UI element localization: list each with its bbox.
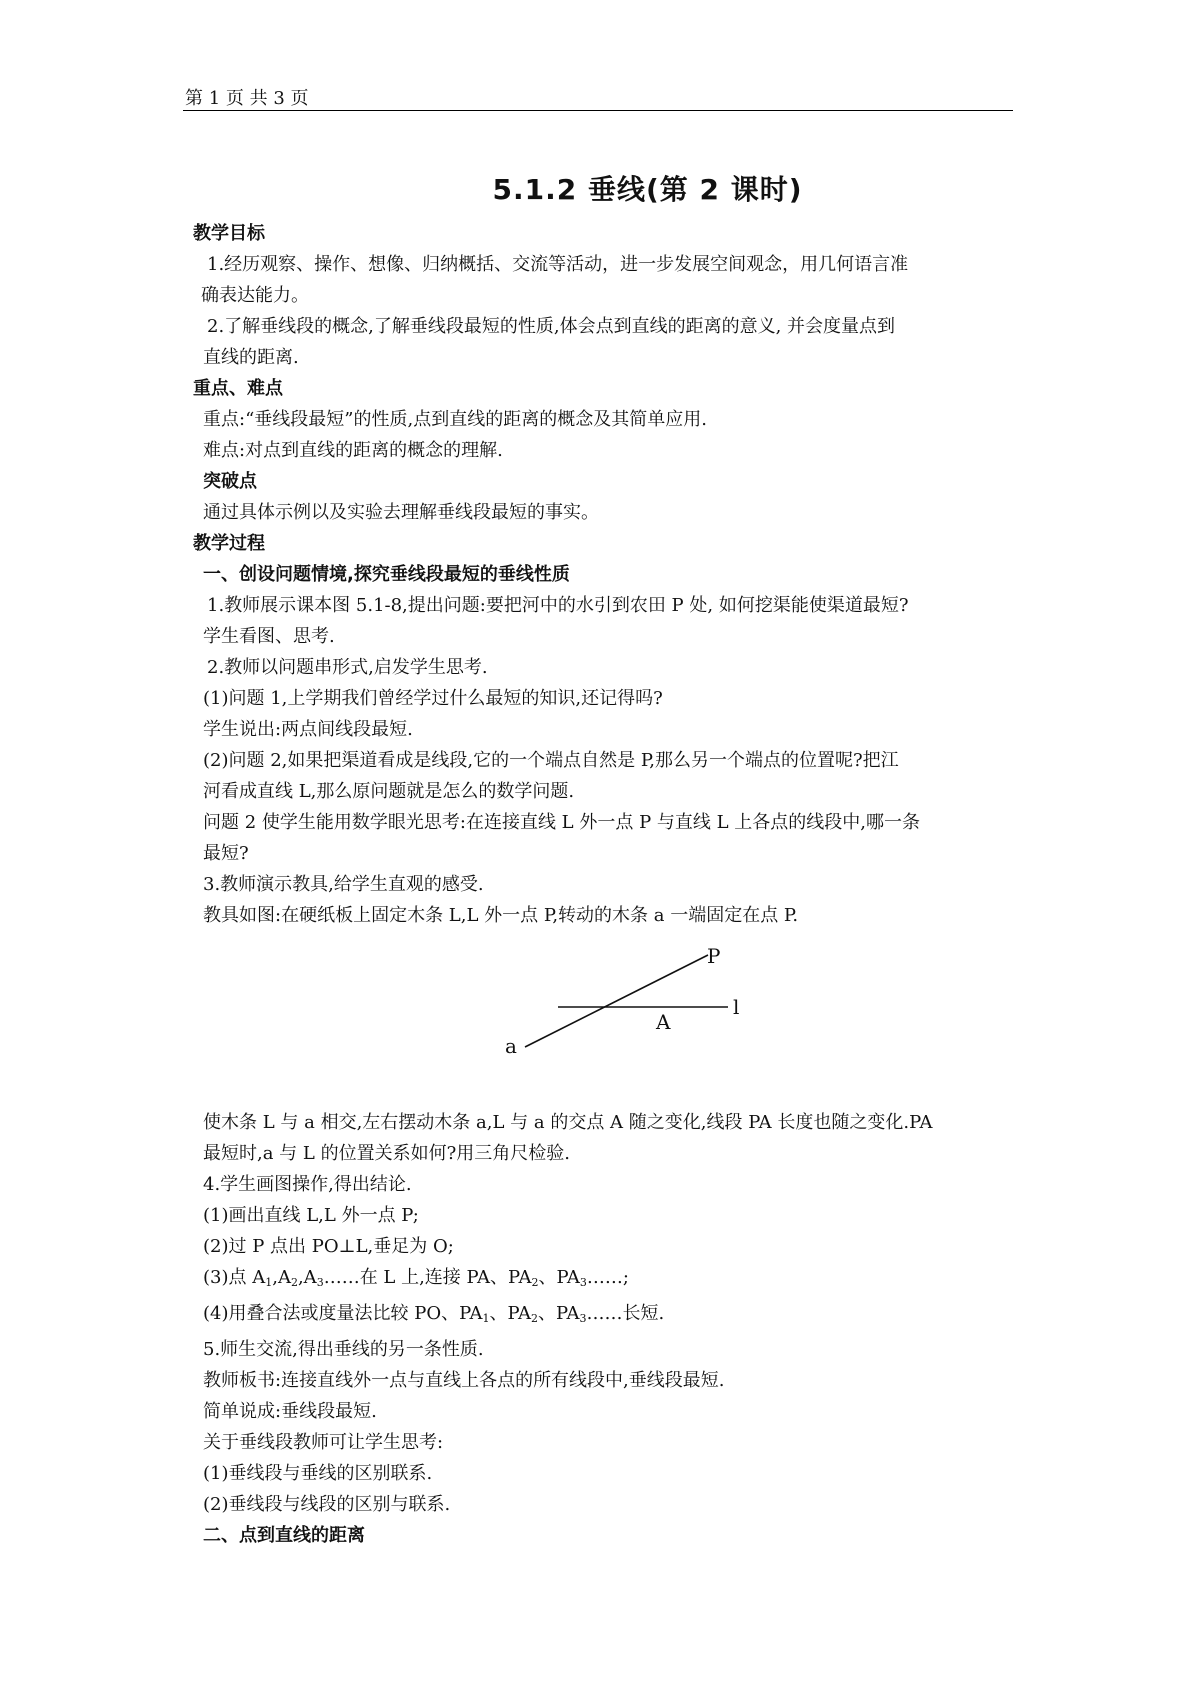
p4: 4.学生画图操作,得出结论. [203,1174,412,1195]
step-4-part-c: 、PA [538,1303,580,1324]
step-3-part-f: ……; [586,1267,629,1288]
subscript-3: 3 [316,1276,324,1289]
question-2-line1: (2)问题 2,如果把渠道看成是线段,它的一个端点自然是 P,那么另一个端点的位置呢?把江 [203,750,899,771]
step-3-part-e: 、PA [538,1267,580,1288]
page-title [0,168,1191,208]
question-2-line2: 河看成直线 L,那么原问题就是怎么的数学问题. [203,781,575,802]
p1-line2: 学生看图、思考. [203,626,335,647]
step-3 [193,1262,1013,1298]
p2: 2.教师以问题串形式,启发学生思考. [207,657,488,678]
label-line-a: a [505,1034,517,1058]
p3: 3.教师演示教具,给学生直观的感受. [203,874,484,895]
document-body [193,218,1013,1551]
board-text: 教师板书:连接直线外一点与直线上各点的所有线段中,垂线段最短. [203,1370,725,1391]
subscript-1: 1 [265,1276,273,1289]
subscript-2: 2 [531,1276,539,1289]
process-heading: 教学过程 [193,533,265,554]
goals-heading: 教学目标 [193,223,265,244]
difficult-point: 难点:对点到直线的距离的概念的理解. [203,440,503,461]
lever-diagram [493,941,853,1091]
label-l: l [733,995,740,1019]
step-4-part-a: (4)用叠合法或度量法比较 PO、PA [203,1303,483,1324]
line-a [525,955,708,1047]
step-3-part-b: ,A [272,1267,291,1288]
think-item-1: (1)垂线段与垂线的区别联系. [203,1463,433,1484]
breakthrough-text: 通过具体示例以及实验去理解垂线段最短的事实。 [203,502,599,523]
title-text: 5.1.2 垂线(第 2 课时) [492,173,803,206]
simple-statement: 简单说成:垂线段最短. [203,1401,377,1422]
goal1-line1: 1.经历观察、操作、想像、归纳概括、交流等活动，进一步发展空间观念，用几何语言准 [207,254,909,275]
key-point: 重点:“垂线段最短”的性质,点到直线的距离的概念及其简单应用. [203,409,707,430]
think-item-2: (2)垂线段与线段的区别与联系. [203,1494,451,1515]
part2-heading: 二、点到直线的距离 [203,1525,365,1546]
subscript-1: 1 [482,1312,490,1325]
step-3-part-d: ……在 L 上,连接 PA、PA [323,1267,532,1288]
subscript-2: 2 [531,1312,539,1325]
goal2-line2: 直线的距离. [203,347,299,368]
part1-heading: 一、创设问题情境,探究垂线段最短的垂线性质 [203,564,570,585]
question-1-answer: 学生说出:两点间线段最短. [203,719,413,740]
question-2-note-line2: 最短? [203,843,249,864]
step-4-part-b: 、PA [489,1303,532,1324]
step-1: (1)画出直线 L,L 外一点 P; [203,1205,419,1226]
step-2: (2)过 P 点出 PO⊥L,垂足为 O; [203,1236,454,1257]
header-divider [183,110,1013,111]
step-3-part-a: (3)点 A [203,1267,266,1288]
subscript-2: 2 [290,1276,298,1289]
after-figure-line1: 使木条 L 与 a 相交,左右摆动木条 a,L 与 a 的交点 A 随之变化,线段 PA 长度也随之变化.PA [203,1112,933,1133]
after-figure-line2: 最短时,a 与 L 的位置关系如何?用三角尺检验. [203,1143,570,1164]
label-p: P [707,944,721,968]
step-3-part-c: ,A [297,1267,317,1288]
subscript-3: 3 [579,1312,587,1325]
question-1: (1)问题 1,上学期我们曾经学过什么最短的知识,还记得吗? [203,688,663,709]
label-point-a: A [656,1010,671,1034]
page-header: 第 1 页 共 3 页 [185,88,309,109]
p3-description: 教具如图:在硬纸板上固定木条 L,L 外一点 P,转动的木条 a 一端固定在点 P. [203,905,799,926]
lever-figure [193,931,1013,1107]
p1-line1: 1.教师展示课本图 5.1-8,提出问题:要把河中的水引到农田 P 处, 如何挖渠能使渠道最短? [207,595,909,616]
subscript-3: 3 [579,1276,587,1289]
think-prompt: 关于垂线段教师可让学生思考: [203,1432,444,1453]
breakthrough-heading: 突破点 [203,471,257,492]
step-4-part-d: ……长短. [586,1303,665,1324]
step-4 [193,1298,1013,1334]
goal2-line1: 2.了解垂线段的概念,了解垂线段最短的性质,体会点到直线的距离的意义, 并会度量点到 [207,316,896,337]
p5: 5.师生交流,得出垂线的另一条性质. [203,1339,484,1360]
question-2-note-line1: 问题 2 使学生能用数学眼光思考:在连接直线 L 外一点 P 与直线 L 上各点的线段中,哪一条 [203,812,921,833]
goal1-line2: 确表达能力。 [201,285,309,306]
key-heading: 重点、难点 [193,378,283,399]
